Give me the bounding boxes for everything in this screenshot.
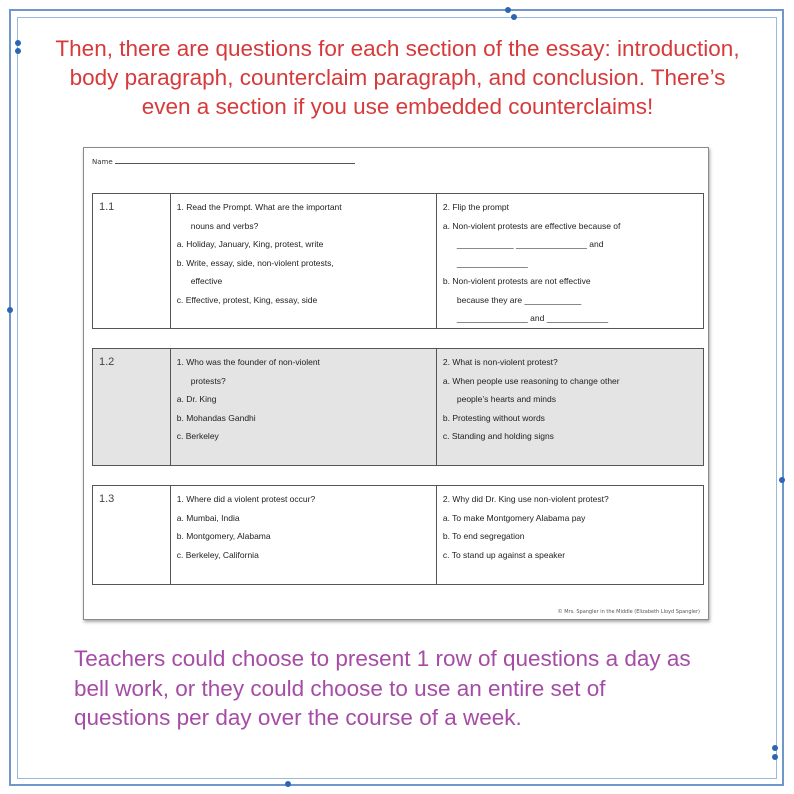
answer-blank-line: _______________ and _____________ [456,313,609,323]
question-column-right [437,486,703,584]
row-number: 1.2 [93,349,171,465]
name-label: Name [92,158,113,166]
answer-option: c. To stand up against a speaker [442,549,566,560]
frame-corner-dot [15,40,21,46]
frame-corner-dot [7,307,13,313]
frame-corner-dot [772,754,778,760]
frame-corner-dot [15,48,21,54]
question-line: nouns and verbs? [190,220,259,231]
question-column-left [171,349,437,465]
answer-option: a. To make Montgomery Alabama pay [442,512,586,523]
question-line: 2. Flip the prompt [442,202,510,212]
intro-caption-line: Then, there are questions for each section of the essay: introduction, [55,36,740,61]
answer-blank-line: _______________ [456,257,528,268]
question-line: 2. Why did Dr. King use non-violent protest? [442,494,609,504]
outro-caption-line: questions per day over the course of a week. [74,705,522,730]
row-number: 1.3 [93,486,171,584]
answer-option: b. To end segregation [442,531,525,541]
question-row-1-2 [92,348,704,466]
question-row-1-3 [92,485,704,585]
question-line: protests? [190,375,226,386]
answer-option: effective [190,276,223,286]
frame-corner-dot [511,14,517,20]
answer-option: b. Montgomery, Alabama [176,531,271,541]
name-underline [115,158,355,164]
frame-corner-dot [772,745,778,751]
answer-option: people’s hearts and minds [456,394,556,404]
question-column-left [171,486,437,584]
answer-blank-line: ____________ _______________ and [456,239,604,249]
answer-option: a. When people use reasoning to change other [442,375,620,386]
answer-option: b. Mohandas Gandhi [176,412,256,423]
outro-caption-line: Teachers could choose to present 1 row of questions a day as [74,646,691,671]
row-number: 1.1 [93,194,171,328]
worksheet-preview [83,147,709,620]
answer-option: c. Effective, protest, King, essay, side [176,294,318,305]
frame-corner-dot [779,477,785,483]
question-column-left [171,194,437,328]
question-line: 2. What is non-violent protest? [442,357,558,367]
frame-corner-dot [505,7,511,13]
name-field-label [92,158,355,166]
question-line: 1. Where did a violent protest occur? [176,494,316,504]
answer-option: a. Dr. King [176,394,217,404]
answer-option: c. Berkeley, California [176,549,259,560]
answer-option: c. Berkeley [176,431,219,441]
answer-option: b. Write, essay, side, non-violent protests, [176,257,334,268]
answer-option: b. Protesting without words [442,412,545,423]
outro-caption-line: bell work, or they could choose to use an entire set of [74,675,606,701]
question-column-right [437,349,703,465]
answer-option: a. Holiday, January, King, protest, write [176,239,324,249]
answer-blank-line: because they are ____________ [456,294,582,305]
question-line: 1. Read the Prompt. What are the important [176,202,342,212]
frame-corner-dot [285,781,291,787]
answer-option: a. Non-violent protests are effective because of [442,220,621,231]
answer-option: b. Non-violent protests are not effective [442,276,591,286]
answer-option: c. Standing and holding signs [442,431,554,441]
copyright-notice: © Mrs. Spangler in the Middle (Elizabeth Lloyd Spangler) [557,609,700,615]
answer-option: a. Mumbai, India [176,512,240,523]
intro-caption-line: even a section if you use embedded counterclaims! [141,94,654,119]
question-line: 1. Who was the founder of non-violent [176,357,320,367]
outro-caption [74,644,774,733]
question-row-1-1 [92,193,704,329]
intro-caption [30,34,765,121]
intro-caption-line: body paragraph, counterclaim paragraph, and conclusion. There’s [69,65,726,90]
question-column-right [437,194,703,328]
